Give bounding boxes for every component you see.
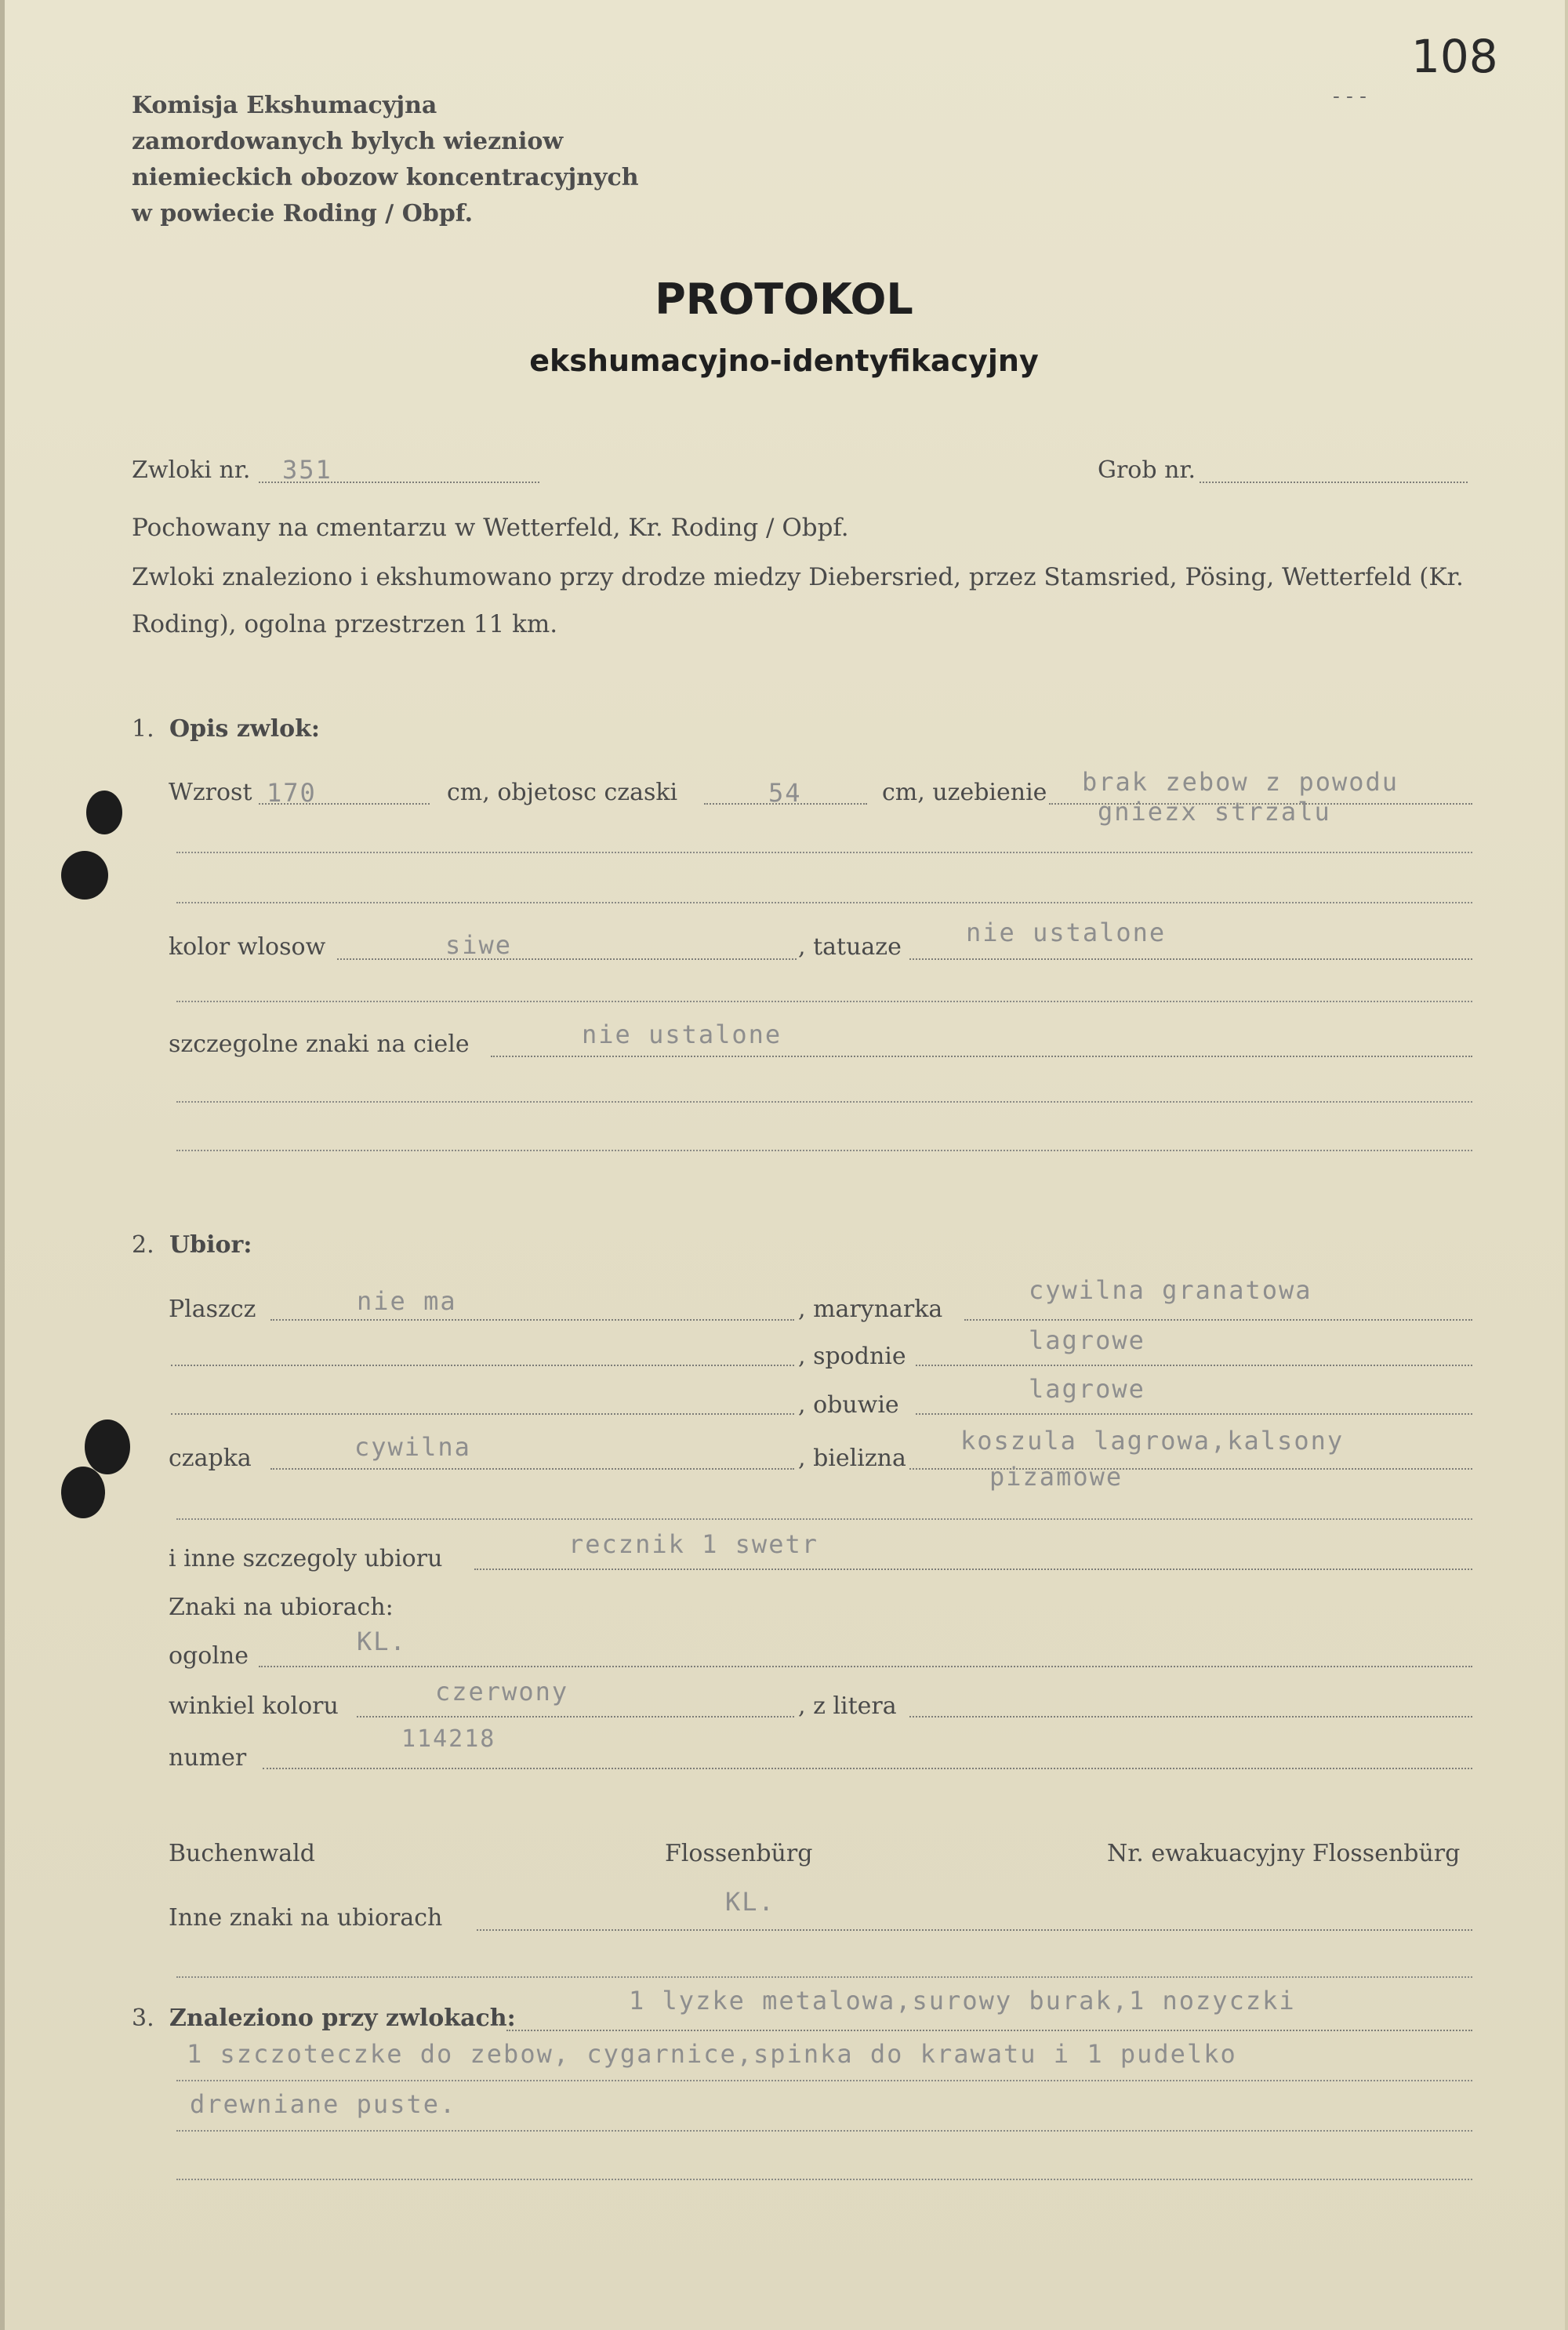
punch-hole: [61, 851, 108, 900]
dotted-line: [176, 2080, 1472, 2081]
clothing-marks-label: Znaki na ubiorach:: [169, 1594, 394, 1621]
dotted-line: [176, 1001, 1472, 1002]
triangle-color-value: czerwony: [435, 1677, 569, 1707]
punch-hole: [61, 1467, 105, 1518]
tattoo-label: , tatuaze: [798, 933, 902, 961]
dotted-line: [176, 1101, 1472, 1103]
grave-number-label: Grob nr.: [1098, 456, 1196, 484]
jacket-value: cywilna granatowa: [1029, 1275, 1312, 1305]
dotted-line: [176, 1976, 1472, 1978]
dotted-line: [176, 1518, 1472, 1520]
header-line-4: w powiecie Roding / Obpf.: [132, 200, 474, 227]
dotted-line: [506, 2030, 1472, 2031]
header-line-3: niemieckich obozow koncentracyjnych: [132, 164, 639, 191]
teeth-label: cm, uzebienie: [882, 779, 1047, 806]
other-marks-label: Inne znaki na ubiorach: [169, 1904, 443, 1932]
found-items-line-1: 1 lyzke metalowa,surowy burak,1 nozyczki: [629, 1986, 1296, 2016]
dotted-line: [176, 1150, 1472, 1151]
prisoner-number-label: numer: [169, 1744, 247, 1772]
dotted-line: [270, 1468, 794, 1470]
dotted-line: [171, 1365, 794, 1366]
section-3-number: 3.: [132, 2005, 154, 2032]
hair-color-label: kolor wlosow: [169, 933, 326, 961]
punch-hole: [86, 791, 122, 834]
prisoner-number-value: 114218: [401, 1725, 496, 1753]
dotted-line: [474, 1568, 1472, 1570]
coat-value: nie ma: [357, 1286, 457, 1316]
flossenburg-label: Flossenbürg: [665, 1840, 813, 1867]
buchenwald-label: Buchenwald: [169, 1840, 315, 1867]
dotted-line: [909, 958, 1472, 960]
skull-volume-value: 54: [768, 778, 802, 808]
header-line-2: zamordowanych bylych wiezniow: [132, 128, 564, 155]
body-number-label: Zwloki nr.: [132, 456, 251, 484]
dotted-line: [916, 1365, 1472, 1366]
cap-label: czapka: [169, 1445, 252, 1472]
triangle-color-label: winkiel koloru: [169, 1692, 339, 1720]
height-label: Wzrost: [169, 779, 252, 806]
teeth-value-line-2: gniezx strzalu: [1098, 797, 1331, 827]
punch-hole: [85, 1419, 130, 1474]
document-subtitle: ekshumacyjno-identyfikacyjny: [529, 344, 1039, 378]
dotted-line: [259, 1666, 1472, 1667]
page-number: 108: [1411, 30, 1498, 83]
teeth-value-line-1: brak zebow z powodu: [1082, 767, 1399, 797]
general-marks-value: KL.: [357, 1627, 407, 1656]
dotted-line: [176, 902, 1472, 903]
coat-label: Plaszcz: [169, 1296, 256, 1323]
other-marks-value: KL.: [725, 1887, 775, 1917]
section-1-number: 1.: [132, 715, 154, 743]
general-marks-label: ogolne: [169, 1642, 249, 1670]
header-line-1: Komisja Ekshumacyjna: [132, 92, 437, 119]
tattoo-value: nie ustalone: [966, 918, 1167, 947]
found-text-line-2: Roding), ogolna przestrzen 11 km.: [132, 610, 558, 638]
dotted-line: [263, 1768, 1472, 1769]
dotted-line: [1200, 482, 1468, 483]
other-clothing-value: recznik 1 swetr: [568, 1529, 818, 1559]
dotted-line: [171, 1413, 794, 1415]
dotted-line: [909, 1716, 1472, 1718]
trousers-value: lagrowe: [1029, 1325, 1145, 1355]
shoes-value: lagrowe: [1029, 1374, 1145, 1404]
dotted-line: [176, 852, 1472, 853]
dotted-line: [491, 1056, 1472, 1057]
section-2-title: Ubior:: [169, 1231, 252, 1259]
underwear-value-line-2: pizamowe: [989, 1462, 1123, 1492]
height-value: 170: [267, 778, 317, 808]
found-items-line-2: 1 szczoteczke do zebow, cygarnice,spinka do krawatu i 1 pudelko: [187, 2039, 1237, 2069]
underwear-label: , bielizna: [798, 1445, 906, 1472]
found-items-line-3: drewniane puste.: [190, 2089, 457, 2119]
burial-place: Pochowany na cmentarzu w Wetterfeld, Kr. Roding / Obpf.: [132, 514, 849, 542]
body-number-value: 351: [282, 455, 332, 485]
cap-value: cywilna: [354, 1432, 471, 1462]
dotted-line: [964, 1319, 1472, 1321]
other-clothing-label: i inne szczegoly ubioru: [169, 1545, 443, 1572]
special-marks-value: nie ustalone: [582, 1020, 782, 1049]
section-2-number: 2.: [132, 1231, 154, 1259]
dotted-line: [337, 958, 797, 960]
dotted-line: [176, 2130, 1472, 2132]
evacuation-number-label: Nr. ewakuacyjny Flossenbürg: [1107, 1840, 1461, 1867]
found-text-line-1: Zwloki znaleziono i ekshumowano przy drodze miedzy Diebersried, przez Stamsried, Pösing, Wetterfeld (Kr.: [132, 563, 1464, 591]
shoes-label: , obuwie: [798, 1391, 899, 1419]
trousers-label: , spodnie: [798, 1343, 906, 1370]
dotted-line: [270, 1319, 794, 1321]
hair-color-value: siwe: [445, 930, 513, 960]
underwear-value-line-1: koszula lagrowa,kalsony: [960, 1426, 1345, 1456]
dotted-line: [357, 1716, 794, 1718]
special-marks-label: szczegolne znaki na ciele: [169, 1031, 470, 1058]
page-mark: - - -: [1333, 85, 1367, 108]
section-1-title: Opis zwlok:: [169, 715, 320, 743]
dotted-line: [176, 2179, 1472, 2180]
letter-label: , z litera: [798, 1692, 897, 1720]
document-title: PROTOKOL: [655, 274, 913, 324]
skull-volume-label: cm, objetosc czaski: [447, 779, 678, 806]
dotted-line: [477, 1929, 1472, 1931]
dotted-line: [916, 1413, 1472, 1415]
section-3-title: Znaleziono przy zwlokach:: [169, 2005, 516, 2032]
jacket-label: , marynarka: [798, 1296, 943, 1323]
